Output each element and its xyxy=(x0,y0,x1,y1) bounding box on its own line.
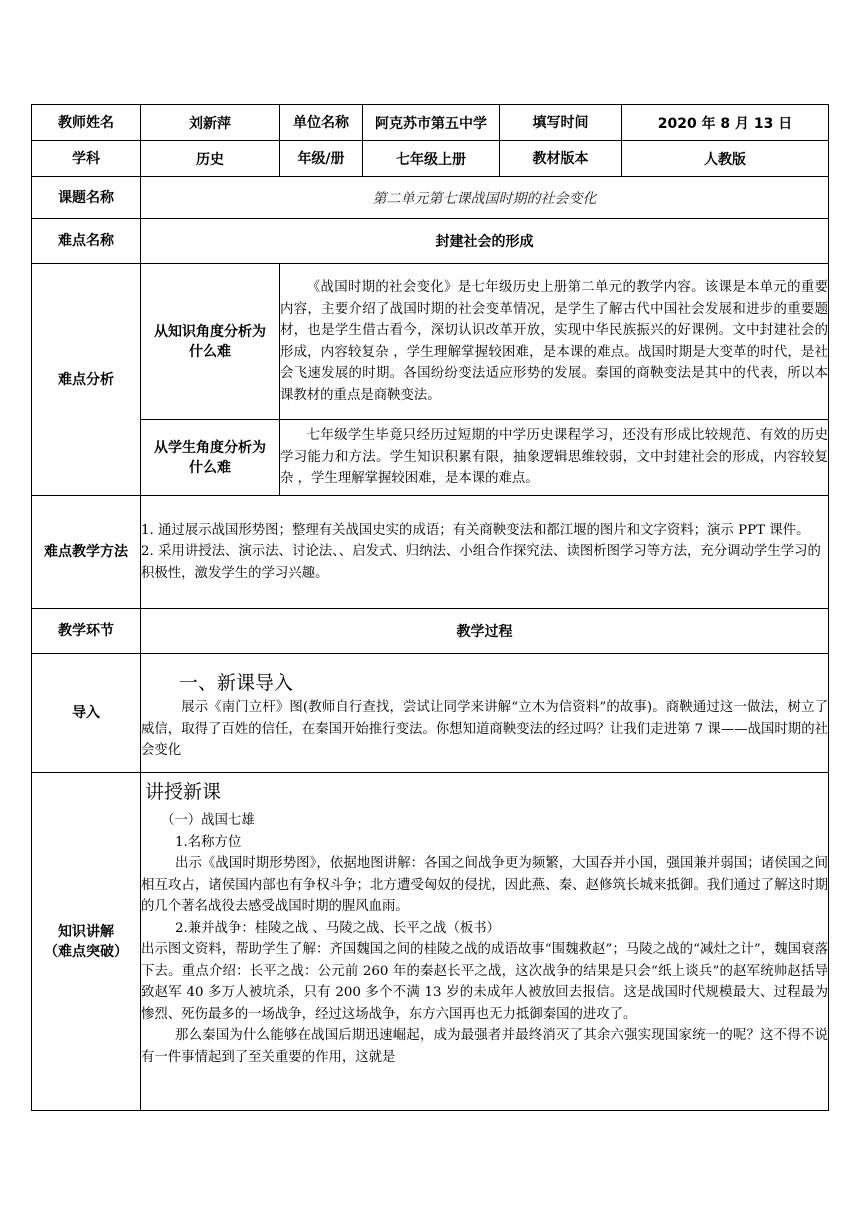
fill-date-label: 填写时间 xyxy=(500,105,622,141)
lecture-label-line-2: （难点突破） xyxy=(44,943,128,960)
student-analysis-cell xyxy=(280,420,829,496)
lecture-heading: 讲授新课 xyxy=(145,781,222,803)
lecture-label-line-1: 知识讲解 xyxy=(58,923,114,940)
intro-cell xyxy=(141,654,829,773)
edition-label: 教材版本 xyxy=(500,141,622,177)
unit-name-value: 阿克苏市第五中学 xyxy=(363,105,500,141)
intro-heading: 一、新课导入 xyxy=(179,672,294,695)
process-value: 教学过程 xyxy=(141,609,829,654)
lecture-cell xyxy=(141,773,829,1111)
method-cell xyxy=(141,496,829,609)
intro-text: 展示《南门立杆》图(教师自行查找，尝试让同学来讲解“立木为信资料”的故事)。商鞅通过这一做法，树立了威信，取得了百姓的信任，在秦国开始推行变法。你想知道商鞅变法的经过吗？让我们走进第 7 课——战国时期的社会变化 xyxy=(141,700,828,759)
row-subject-info xyxy=(32,141,829,177)
topic-value: 第二单元第七课战国时期的社会变化 xyxy=(141,177,829,219)
difficulty-value: 封建社会的形成 xyxy=(141,219,829,264)
row-topic xyxy=(32,177,829,219)
analysis-label: 难点分析 xyxy=(32,264,141,496)
method-line-1: 1. 通过展示战国形势图；整理有关战国史实的成语；有关商鞅变法和都江堰的图片和文字资料；演示 PPT 课件。 xyxy=(141,522,810,538)
knowledge-analysis-cell xyxy=(280,264,829,420)
row-teacher-info xyxy=(32,105,829,141)
row-analysis-knowledge xyxy=(32,264,829,420)
method-label: 难点教学方法 xyxy=(32,496,141,609)
fill-date-value: 2020 年 8 月 13 日 xyxy=(622,105,829,141)
subject-label: 学科 xyxy=(32,141,141,177)
intro-label: 导入 xyxy=(32,654,141,773)
process-label: 教学环节 xyxy=(32,609,141,654)
row-intro xyxy=(32,654,829,773)
difficulty-label: 难点名称 xyxy=(32,219,141,264)
lecture-label xyxy=(32,773,141,1111)
lecture-section-1: （一）战国七雄 xyxy=(161,813,255,828)
unit-name-label: 单位名称 xyxy=(280,105,363,141)
teacher-name-value: 刘新萍 xyxy=(141,105,280,141)
row-method xyxy=(32,496,829,609)
lecture-subsection-2: 2.兼并战争：桂陵之战 、马陵之战、长平之战（板书） xyxy=(175,920,501,936)
lesson-plan-table xyxy=(31,104,829,1111)
grade-label: 年级/册 xyxy=(280,141,363,177)
edition-value: 人教版 xyxy=(622,141,829,177)
row-lecture xyxy=(32,773,829,1111)
grade-value: 七年级上册 xyxy=(363,141,500,177)
row-difficulty xyxy=(32,219,829,264)
lecture-paragraph-1: 出示《战国时期形势图》，依据地图讲解：各国之间战争更为频繁，大国吞并小国，强国兼并弱国；诸侯国之间相互攻占，诸侯国内部也有争权斗争；北方遭受匈奴的侵扰，因此燕、秦、赵修筑长城来抵御。我们通过了解这时期的几个著名战役去感受战国时期的腥风血雨。 xyxy=(141,856,828,914)
row-process-header xyxy=(32,609,829,654)
lecture-paragraph-3: 那么秦国为什么能够在战国后期迅速崛起，成为最强者并最终消灭了其余六强实现国家统一的呢？这不得不说有一件事情起到了至关重要的作用，这就是 xyxy=(141,1028,828,1065)
row-analysis-student xyxy=(32,420,829,496)
student-analysis-text: 七年级学生毕竟只经历过短期的中学历史课程学习，还没有形成比较规范、有效的历史学习能力和方法。学生知识积累有限，抽象逻辑思维较弱，文中封建社会的形成，内容较复杂 ，学生理解掌握较困难，是本课的难点。 xyxy=(280,428,828,487)
knowledge-analysis-text: 《战国时期的社会变化》是七年级历史上册第二单元的教学内容。该课是本单元的重要内容，主要介绍了战国时期的社会变革情况，是学生了解古代中国社会发展和进步的重要题材，也是学生借古看今，深切认识改革开放，实现中华民族振兴的好课例。文中封建社会的形成，内容较复杂 ，学生理解掌握较困难，是本课的难点。战国时期是大变革的时代，是社会飞速发展的时期。各国纷纷变法适应形势的发展。秦国的商鞅变法是其中的代表，所以本课教材的重点是商鞅变法。 xyxy=(280,280,828,403)
subject-value: 历史 xyxy=(141,141,280,177)
lecture-paragraph-2: 出示图文资料，帮助学生了解：齐国魏国之间的桂陵之战的成语故事“围魏救赵”；马陵之战的“减灶之计”，魏国衰落下去。重点介绍：长平之战：公元前 260 年的秦赵长平之战，这次战争的结果是只会“纸上谈兵”的赵军统帅赵括导致赵军 40 多万人被坑杀，只有 200 多个不满 13 岁的未成年人被放回去报信。这是战国时代规模最大、过程最为惨烈、死伤最多的一场战争，经过这场战争，东方六国再也无力抵御秦国的进攻了。 xyxy=(141,942,828,1022)
method-line-2: 2. 采用讲授法、演示法、讨论法、、启发式、归纳法、小组合作探究法、读图析图学习等方法，充分调动学生学习的积极性，激发学生的学习兴趣。 xyxy=(141,544,821,581)
student-analysis-label: 从学生角度分析为什么难 xyxy=(141,420,280,496)
topic-label: 课题名称 xyxy=(32,177,141,219)
knowledge-analysis-label: 从知识角度分析为什么难 xyxy=(141,264,280,420)
lecture-subsection-1: 1.名称方位 xyxy=(175,834,242,850)
teacher-name-label: 教师姓名 xyxy=(32,105,141,141)
